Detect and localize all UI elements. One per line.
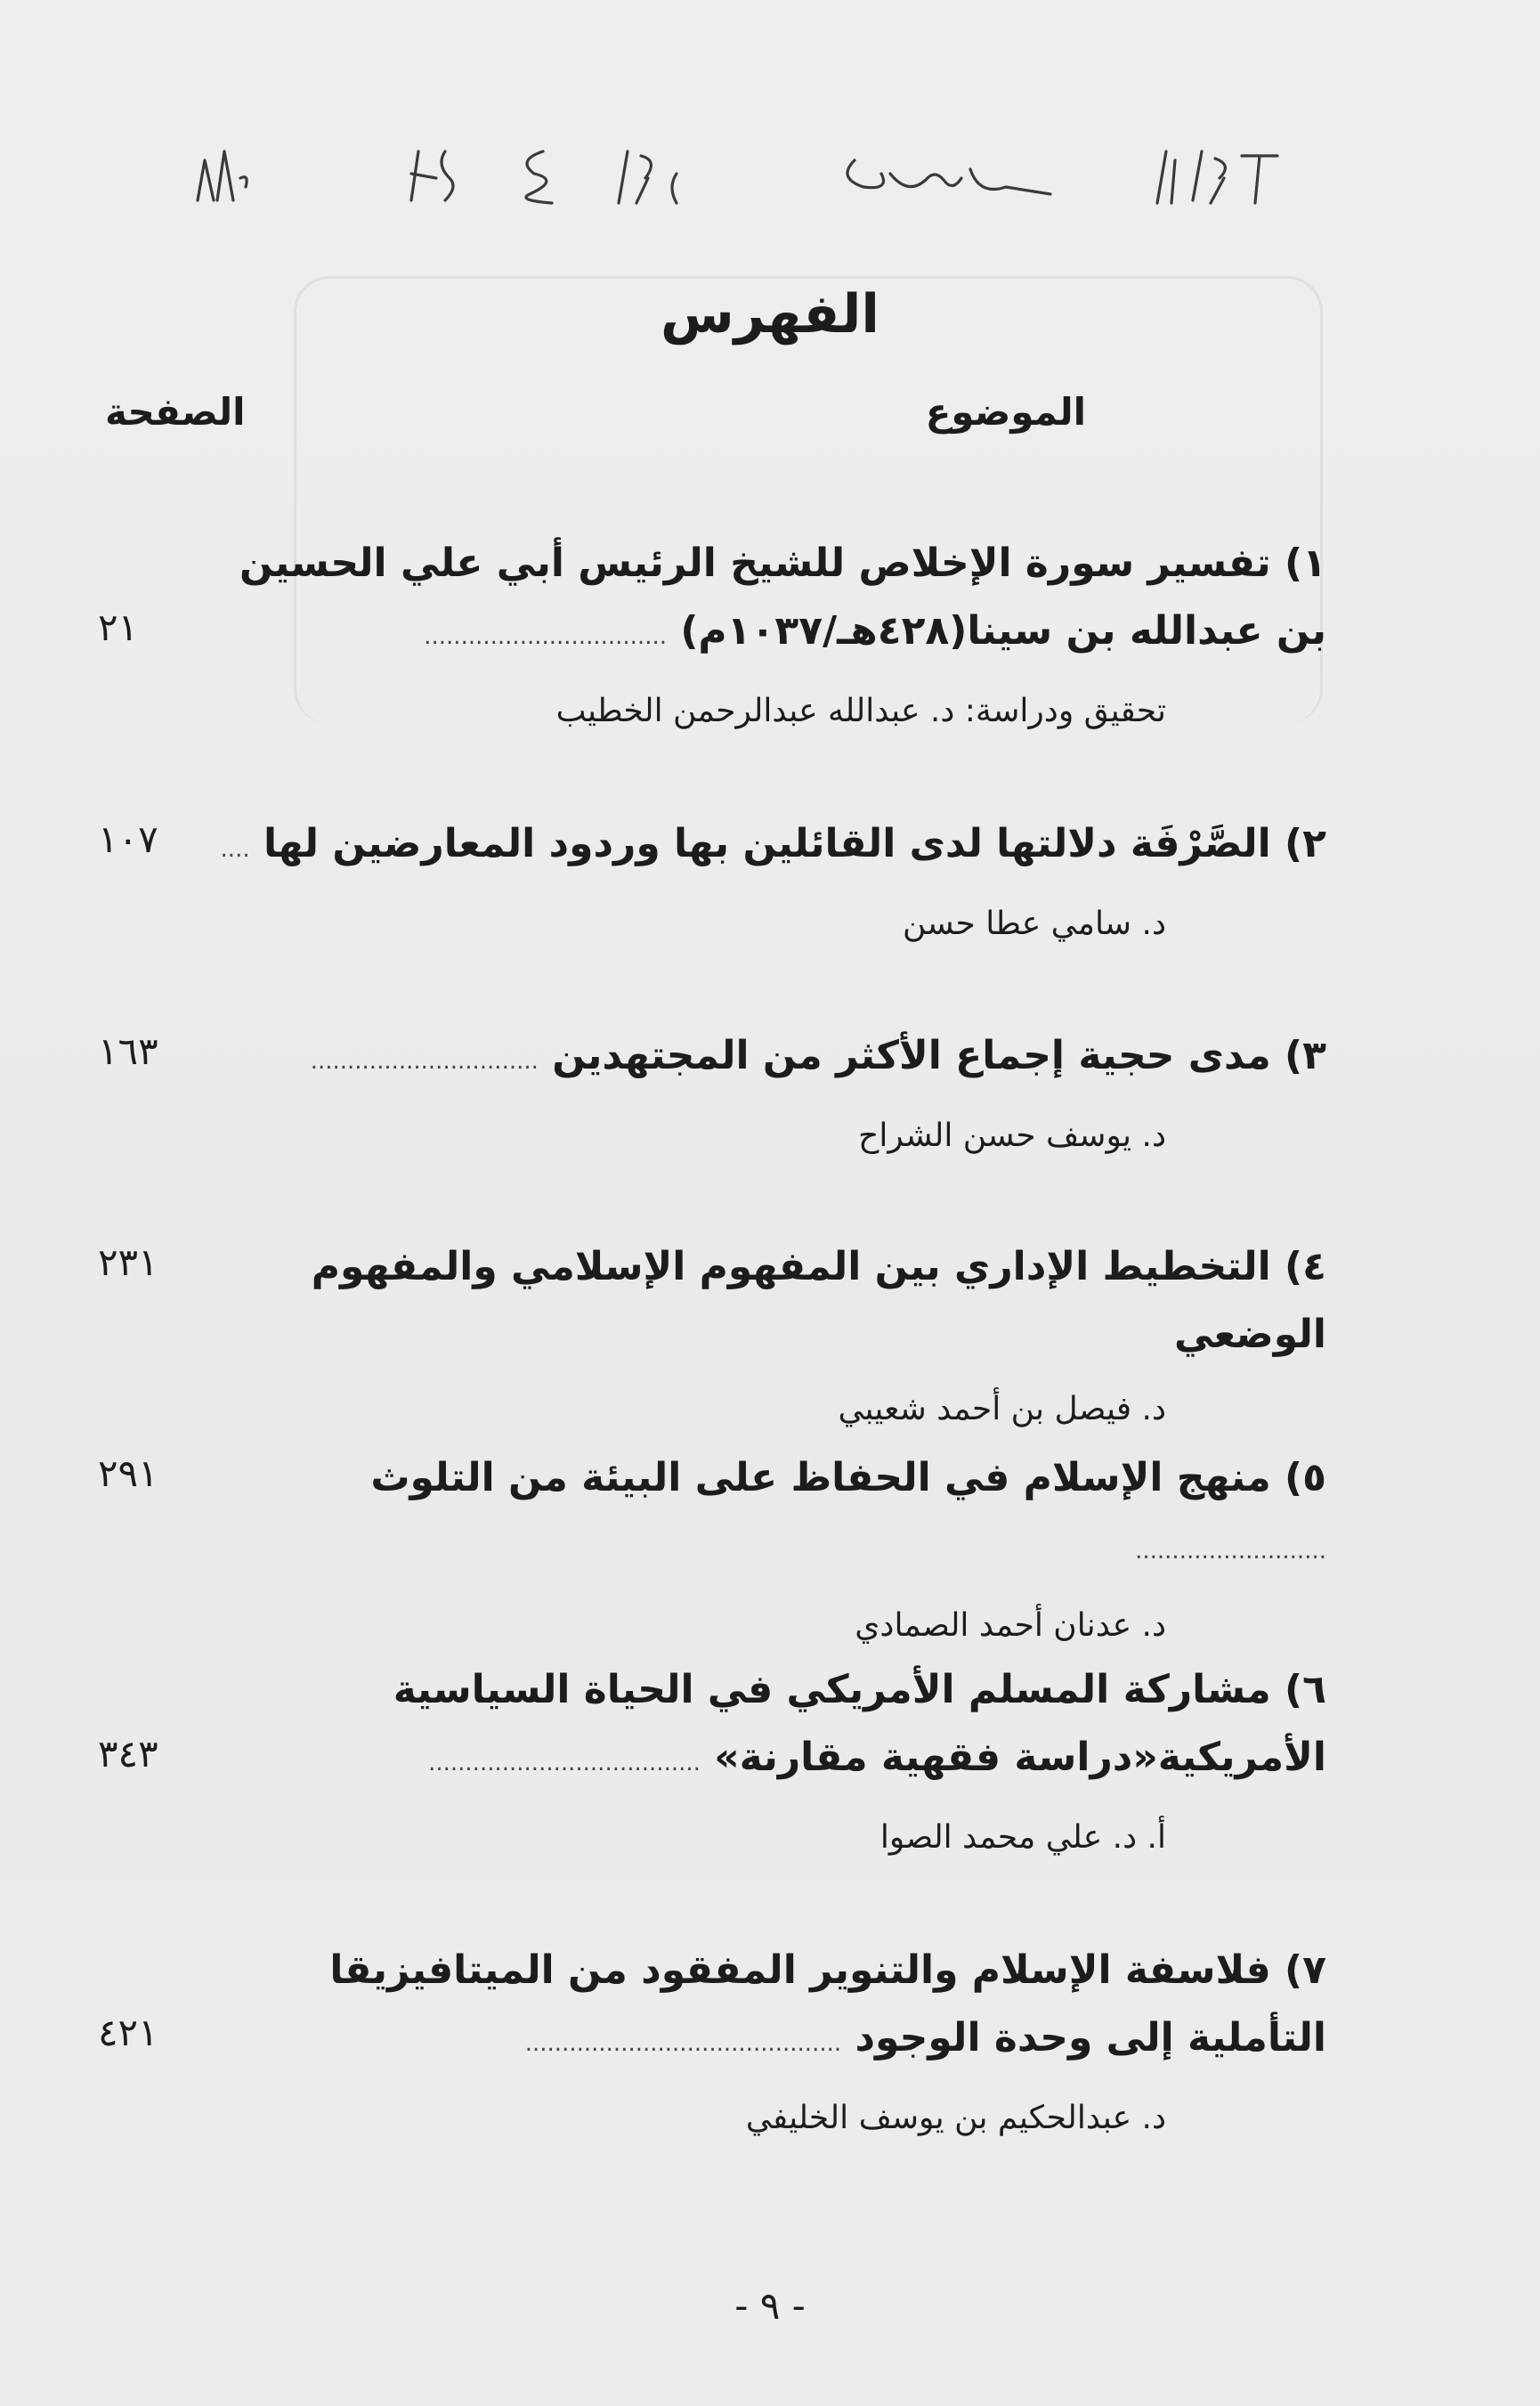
entry-title: ٣) مدى حجية إجماع الأكثر من المجتهدين ............................... [310, 1033, 1326, 1078]
entry-page-number: ٢١ [98, 606, 139, 649]
entry-page-number: ١٦٣ [98, 1029, 158, 1073]
toc-entry [214, 1022, 1326, 1161]
entry-author: أ. د. علي محمد الصوا [879, 1819, 1166, 1856]
entry-author: د. يوسف حسن الشراح [858, 1118, 1166, 1154]
entry-title: ٢) الصَّرْفَة دلالتها لدى القائلين بها وردود المعارضين لها .... [220, 821, 1326, 866]
toc-entry [214, 530, 1326, 736]
toc-entry [214, 1233, 1326, 1435]
entry-page-number: ٢٣١ [98, 1240, 158, 1284]
page-title: الفهرس [660, 283, 879, 345]
entry-page-number: ٤٢١ [98, 2011, 158, 2054]
entry-author: د. فيصل بن أحمد شعيبي [838, 1391, 1166, 1427]
entry-title: ٤) التخطيط الإداري بين المفهوم الإسلامي والمفهوم الوضعي [311, 1244, 1326, 1357]
toc-entry [214, 1444, 1326, 1651]
entry-author: تحقيق ودراسة: د. عبدالله عبدالرحمن الخطيب [555, 693, 1166, 729]
entry-page-number: ١٠٧ [98, 817, 158, 861]
toc-entry [214, 1656, 1326, 1863]
entry-author: د. عبدالحكيم بن يوسف الخليفي [745, 2100, 1166, 2136]
entry-title: ١) تفسير سورة الإخلاص للشيخ الرئيس أبي علي الحسين بن عبدالله بن سينا(٤٢٨هـ/١٠٣٧م) ................................. [239, 541, 1326, 654]
column-header-page: الصفحة [105, 390, 246, 434]
toc-entry [214, 810, 1326, 949]
column-header-topic: الموضوع [925, 390, 1086, 434]
entry-author: د. عدنان أحمد الصمادي [855, 1607, 1166, 1644]
entry-page-number: ٣٤٣ [98, 1732, 158, 1776]
toc-entry [214, 1937, 1326, 2143]
entry-author: د. سامي عطا حسن [903, 906, 1166, 942]
page-number-footer: - ٩ - [734, 2284, 806, 2328]
handwritten-annotation [178, 125, 1335, 223]
entry-page-number: ٢٩١ [98, 1451, 158, 1495]
entry-title: ٧) فلاسفة الإسلام والتنوير المفقود من الميتافيزيقا التأملية إلى وحدة الوجود ........................................... [329, 1947, 1326, 2061]
entry-title: ٥) منهج الإسلام في الحفاظ على البيئة من التلوث .......................... [370, 1455, 1326, 1565]
entry-title: ٦) مشاركة المسلم الأمريكي في الحياة السياسية الأمريكية«دراسة فقهية مقارنة» ..................................... [393, 1667, 1326, 1780]
